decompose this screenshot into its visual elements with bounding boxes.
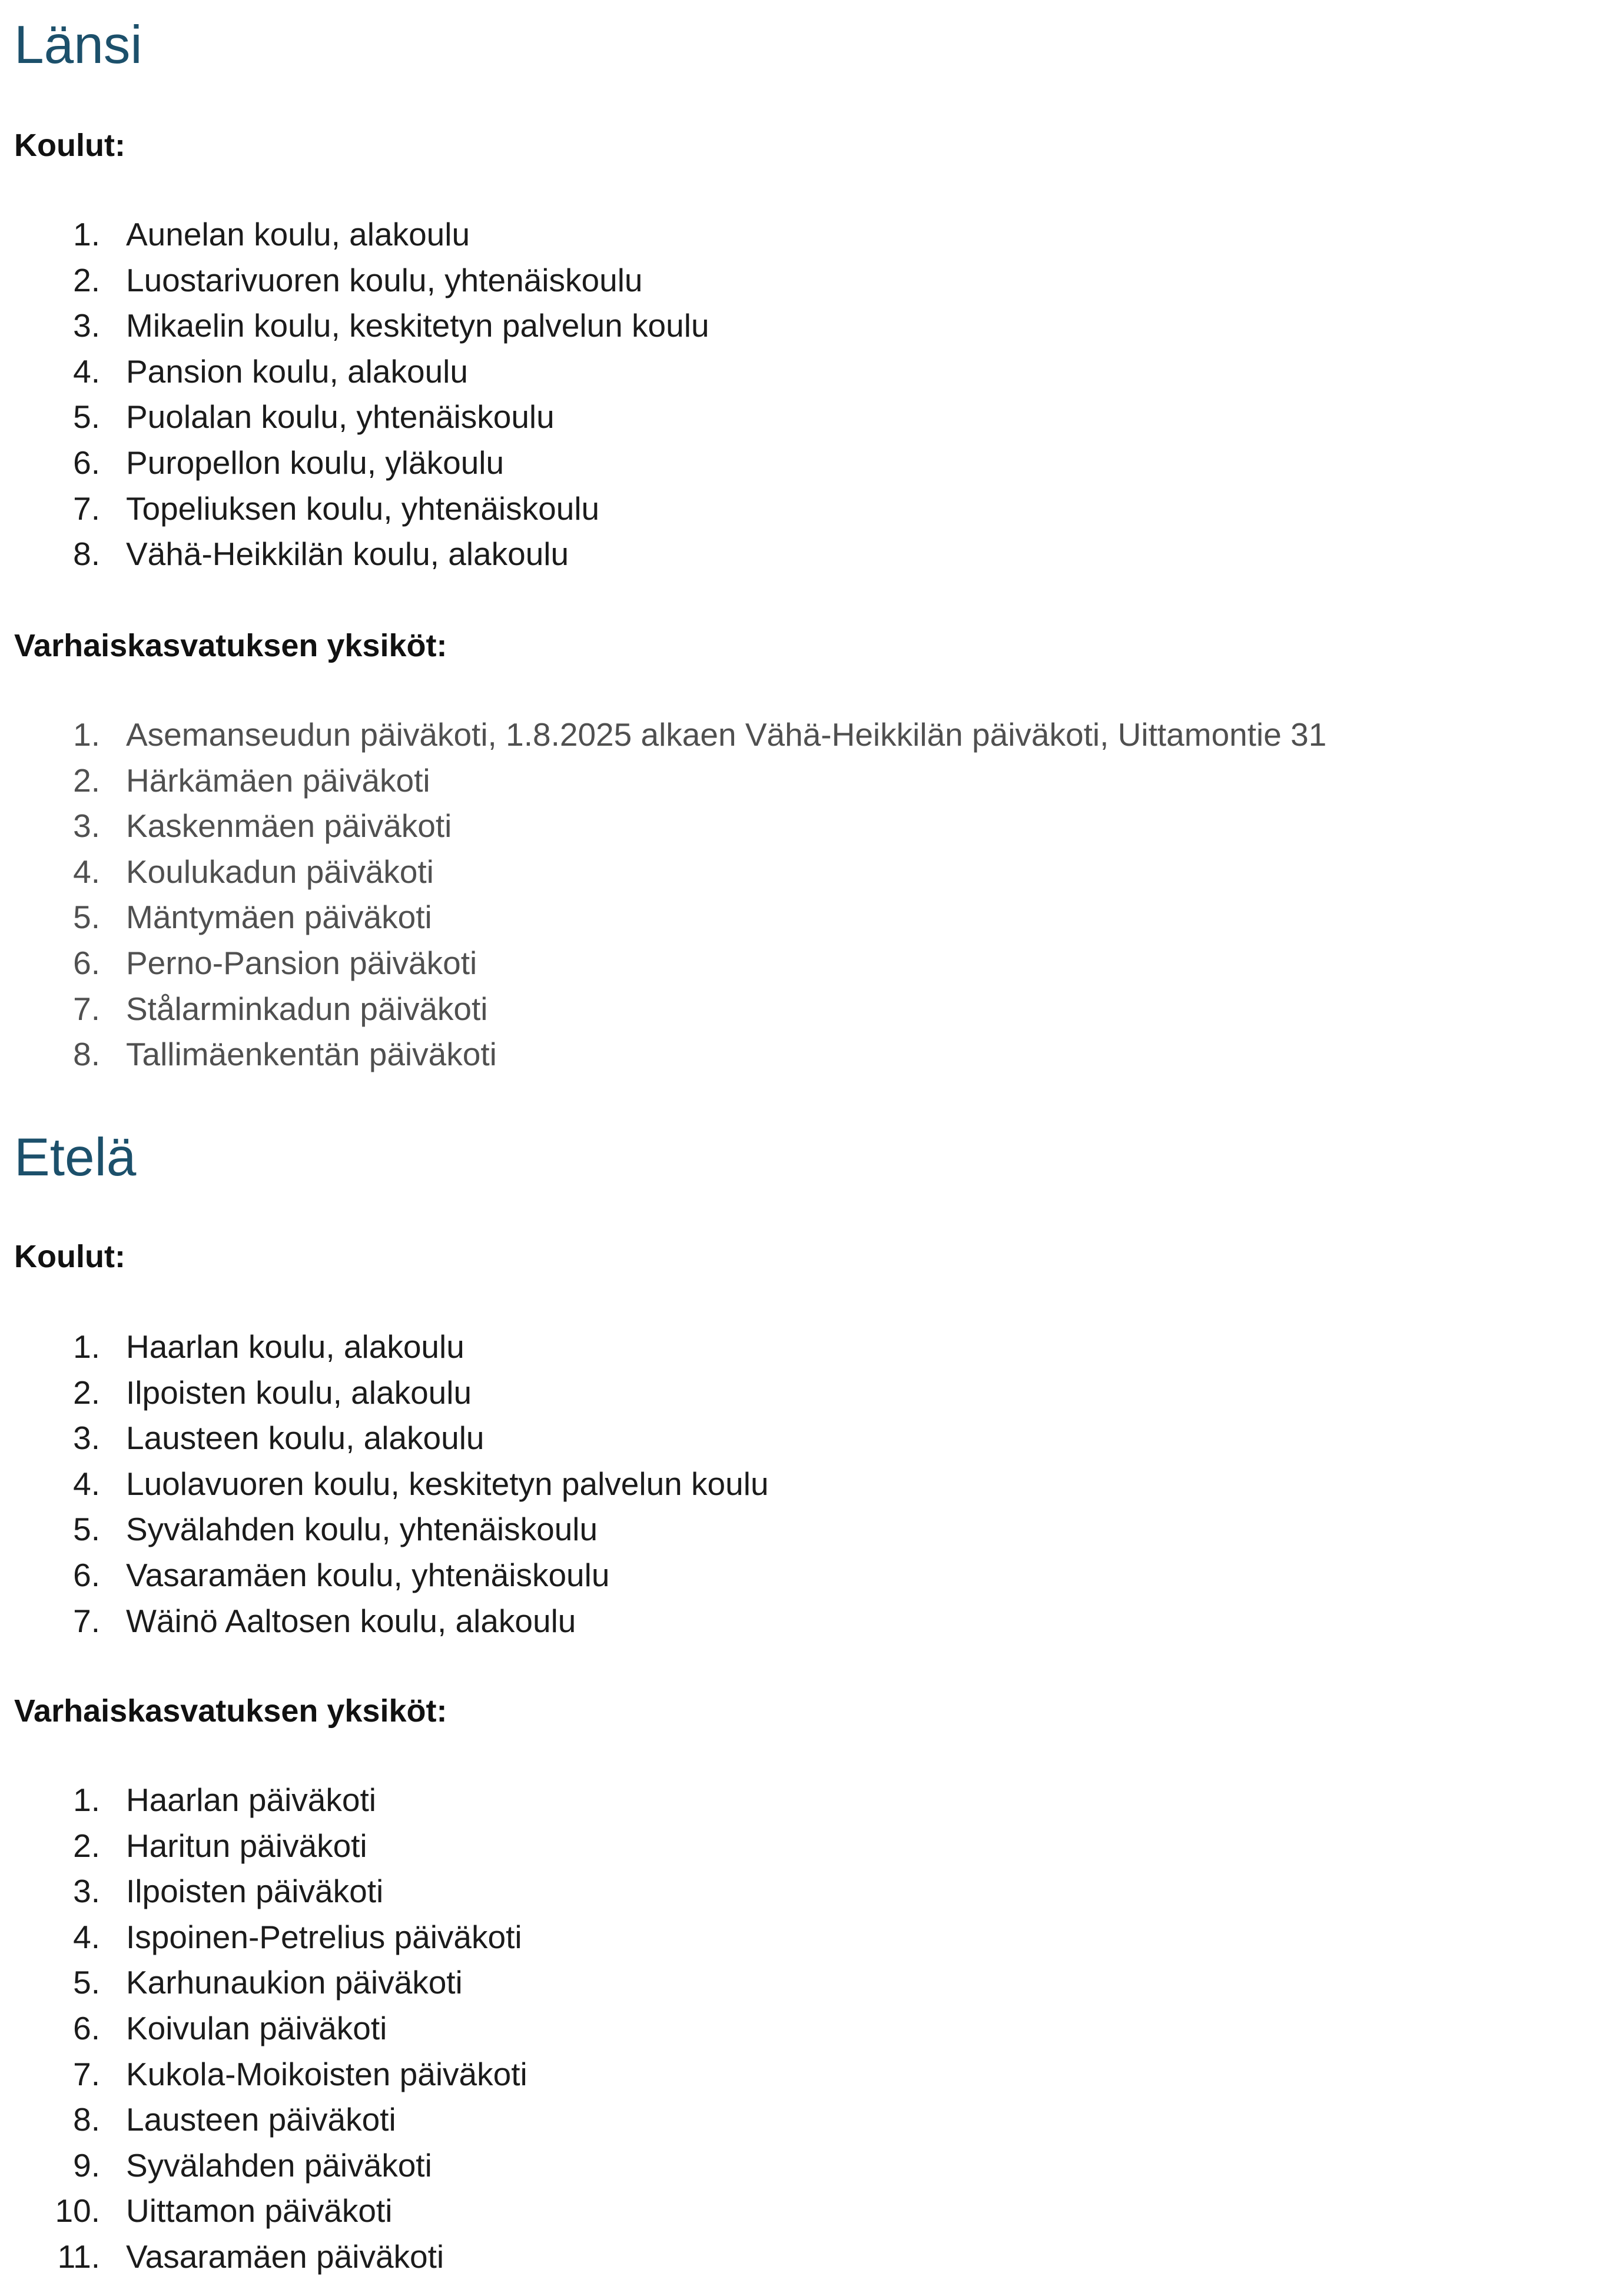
daycare-heading-lansi: Varhaiskasvatuksen yksiköt:: [14, 628, 447, 663]
schools-heading-lansi: Koulut:: [14, 128, 125, 163]
schools-heading-etela: Koulut:: [14, 1239, 125, 1274]
section-title-lansi: Länsi: [14, 15, 142, 75]
daycare-heading-etela: Varhaiskasvatuksen yksiköt:: [14, 1693, 447, 1729]
section-title-etela: Etelä: [14, 1128, 137, 1187]
